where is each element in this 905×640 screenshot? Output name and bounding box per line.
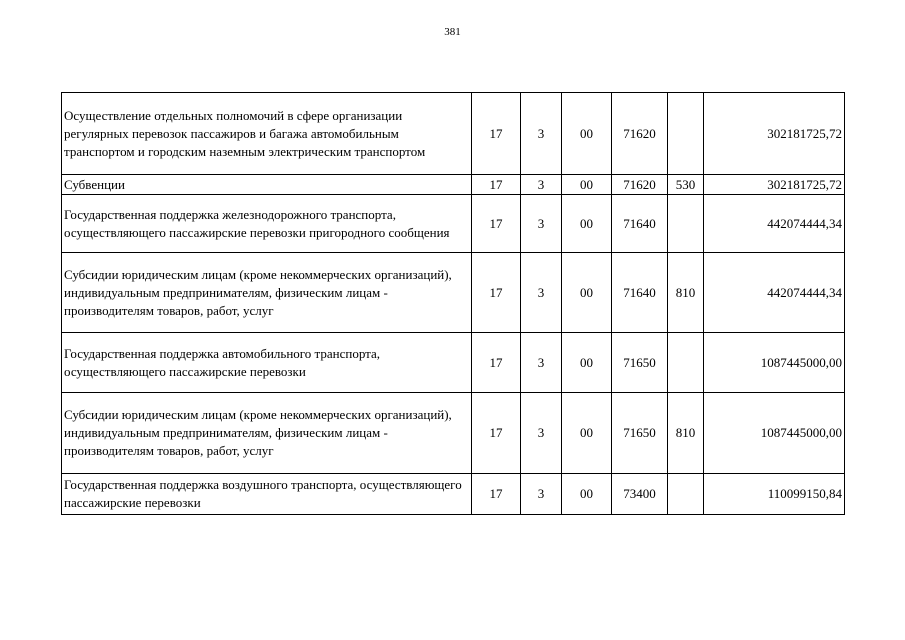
cell-amount: 110099150,84 <box>704 474 845 515</box>
cell-direction-code: 71620 <box>612 175 668 195</box>
cell-direction-code: 71650 <box>612 333 668 393</box>
cell-program-code: 3 <box>521 253 562 333</box>
cell-amount: 1087445000,00 <box>704 333 845 393</box>
cell-amount: 302181725,72 <box>704 93 845 175</box>
row-description: Государственная поддержка железнодорожного транспорта, осуществляющего пассажирские перевозки пригородного сообщения <box>62 195 472 253</box>
cell-program-code: 3 <box>521 393 562 474</box>
cell-expense-type: 810 <box>668 253 704 333</box>
cell-subprogram-code: 00 <box>562 253 612 333</box>
table-row <box>62 195 845 253</box>
cell-amount: 302181725,72 <box>704 175 845 195</box>
budget-table <box>61 92 845 515</box>
cell-expense-type: 810 <box>668 393 704 474</box>
cell-expense-type: 530 <box>668 175 704 195</box>
cell-program-code: 3 <box>521 195 562 253</box>
cell-amount: 442074444,34 <box>704 195 845 253</box>
row-description: Государственная поддержка автомобильного транспорта, осуществляющего пассажирские перевозки <box>62 333 472 393</box>
cell-direction-code: 73400 <box>612 474 668 515</box>
row-description: Осуществление отдельных полномочий в сфере организации регулярных перевозок пассажиров и багажа автомобильным транспортом и городским наземным электрическим транспортом <box>62 93 472 175</box>
cell-ministry-code: 17 <box>472 175 521 195</box>
table-row <box>62 474 845 515</box>
table-row <box>62 93 845 175</box>
cell-ministry-code: 17 <box>472 195 521 253</box>
cell-program-code: 3 <box>521 93 562 175</box>
row-description: Государственная поддержка воздушного транспорта, осуществляющего пассажирские перевозки <box>62 474 472 515</box>
cell-subprogram-code: 00 <box>562 195 612 253</box>
row-description: Субсидии юридическим лицам (кроме некоммерческих организаций), индивидуальным предпринимателям, физическим лицам - производителям товаров, работ, услуг <box>62 253 472 333</box>
cell-ministry-code: 17 <box>472 93 521 175</box>
row-description: Субсидии юридическим лицам (кроме некоммерческих организаций), индивидуальным предпринимателям, физическим лицам - производителям товаров, работ, услуг <box>62 393 472 474</box>
cell-direction-code: 71640 <box>612 253 668 333</box>
cell-subprogram-code: 00 <box>562 393 612 474</box>
cell-ministry-code: 17 <box>472 474 521 515</box>
cell-program-code: 3 <box>521 175 562 195</box>
table-row <box>62 175 845 195</box>
cell-subprogram-code: 00 <box>562 93 612 175</box>
cell-ministry-code: 17 <box>472 393 521 474</box>
table-row <box>62 393 845 474</box>
cell-ministry-code: 17 <box>472 253 521 333</box>
cell-direction-code: 71640 <box>612 195 668 253</box>
cell-expense-type <box>668 474 704 515</box>
table-row <box>62 333 845 393</box>
cell-amount: 442074444,34 <box>704 253 845 333</box>
row-description: Субвенции <box>62 175 472 195</box>
cell-expense-type <box>668 93 704 175</box>
cell-direction-code: 71650 <box>612 393 668 474</box>
cell-program-code: 3 <box>521 333 562 393</box>
cell-subprogram-code: 00 <box>562 474 612 515</box>
cell-program-code: 3 <box>521 474 562 515</box>
cell-expense-type <box>668 195 704 253</box>
cell-ministry-code: 17 <box>472 333 521 393</box>
cell-expense-type <box>668 333 704 393</box>
cell-subprogram-code: 00 <box>562 175 612 195</box>
cell-subprogram-code: 00 <box>562 333 612 393</box>
page-number: 381 <box>444 26 461 38</box>
cell-amount: 1087445000,00 <box>704 393 845 474</box>
cell-direction-code: 71620 <box>612 93 668 175</box>
table-row <box>62 253 845 333</box>
